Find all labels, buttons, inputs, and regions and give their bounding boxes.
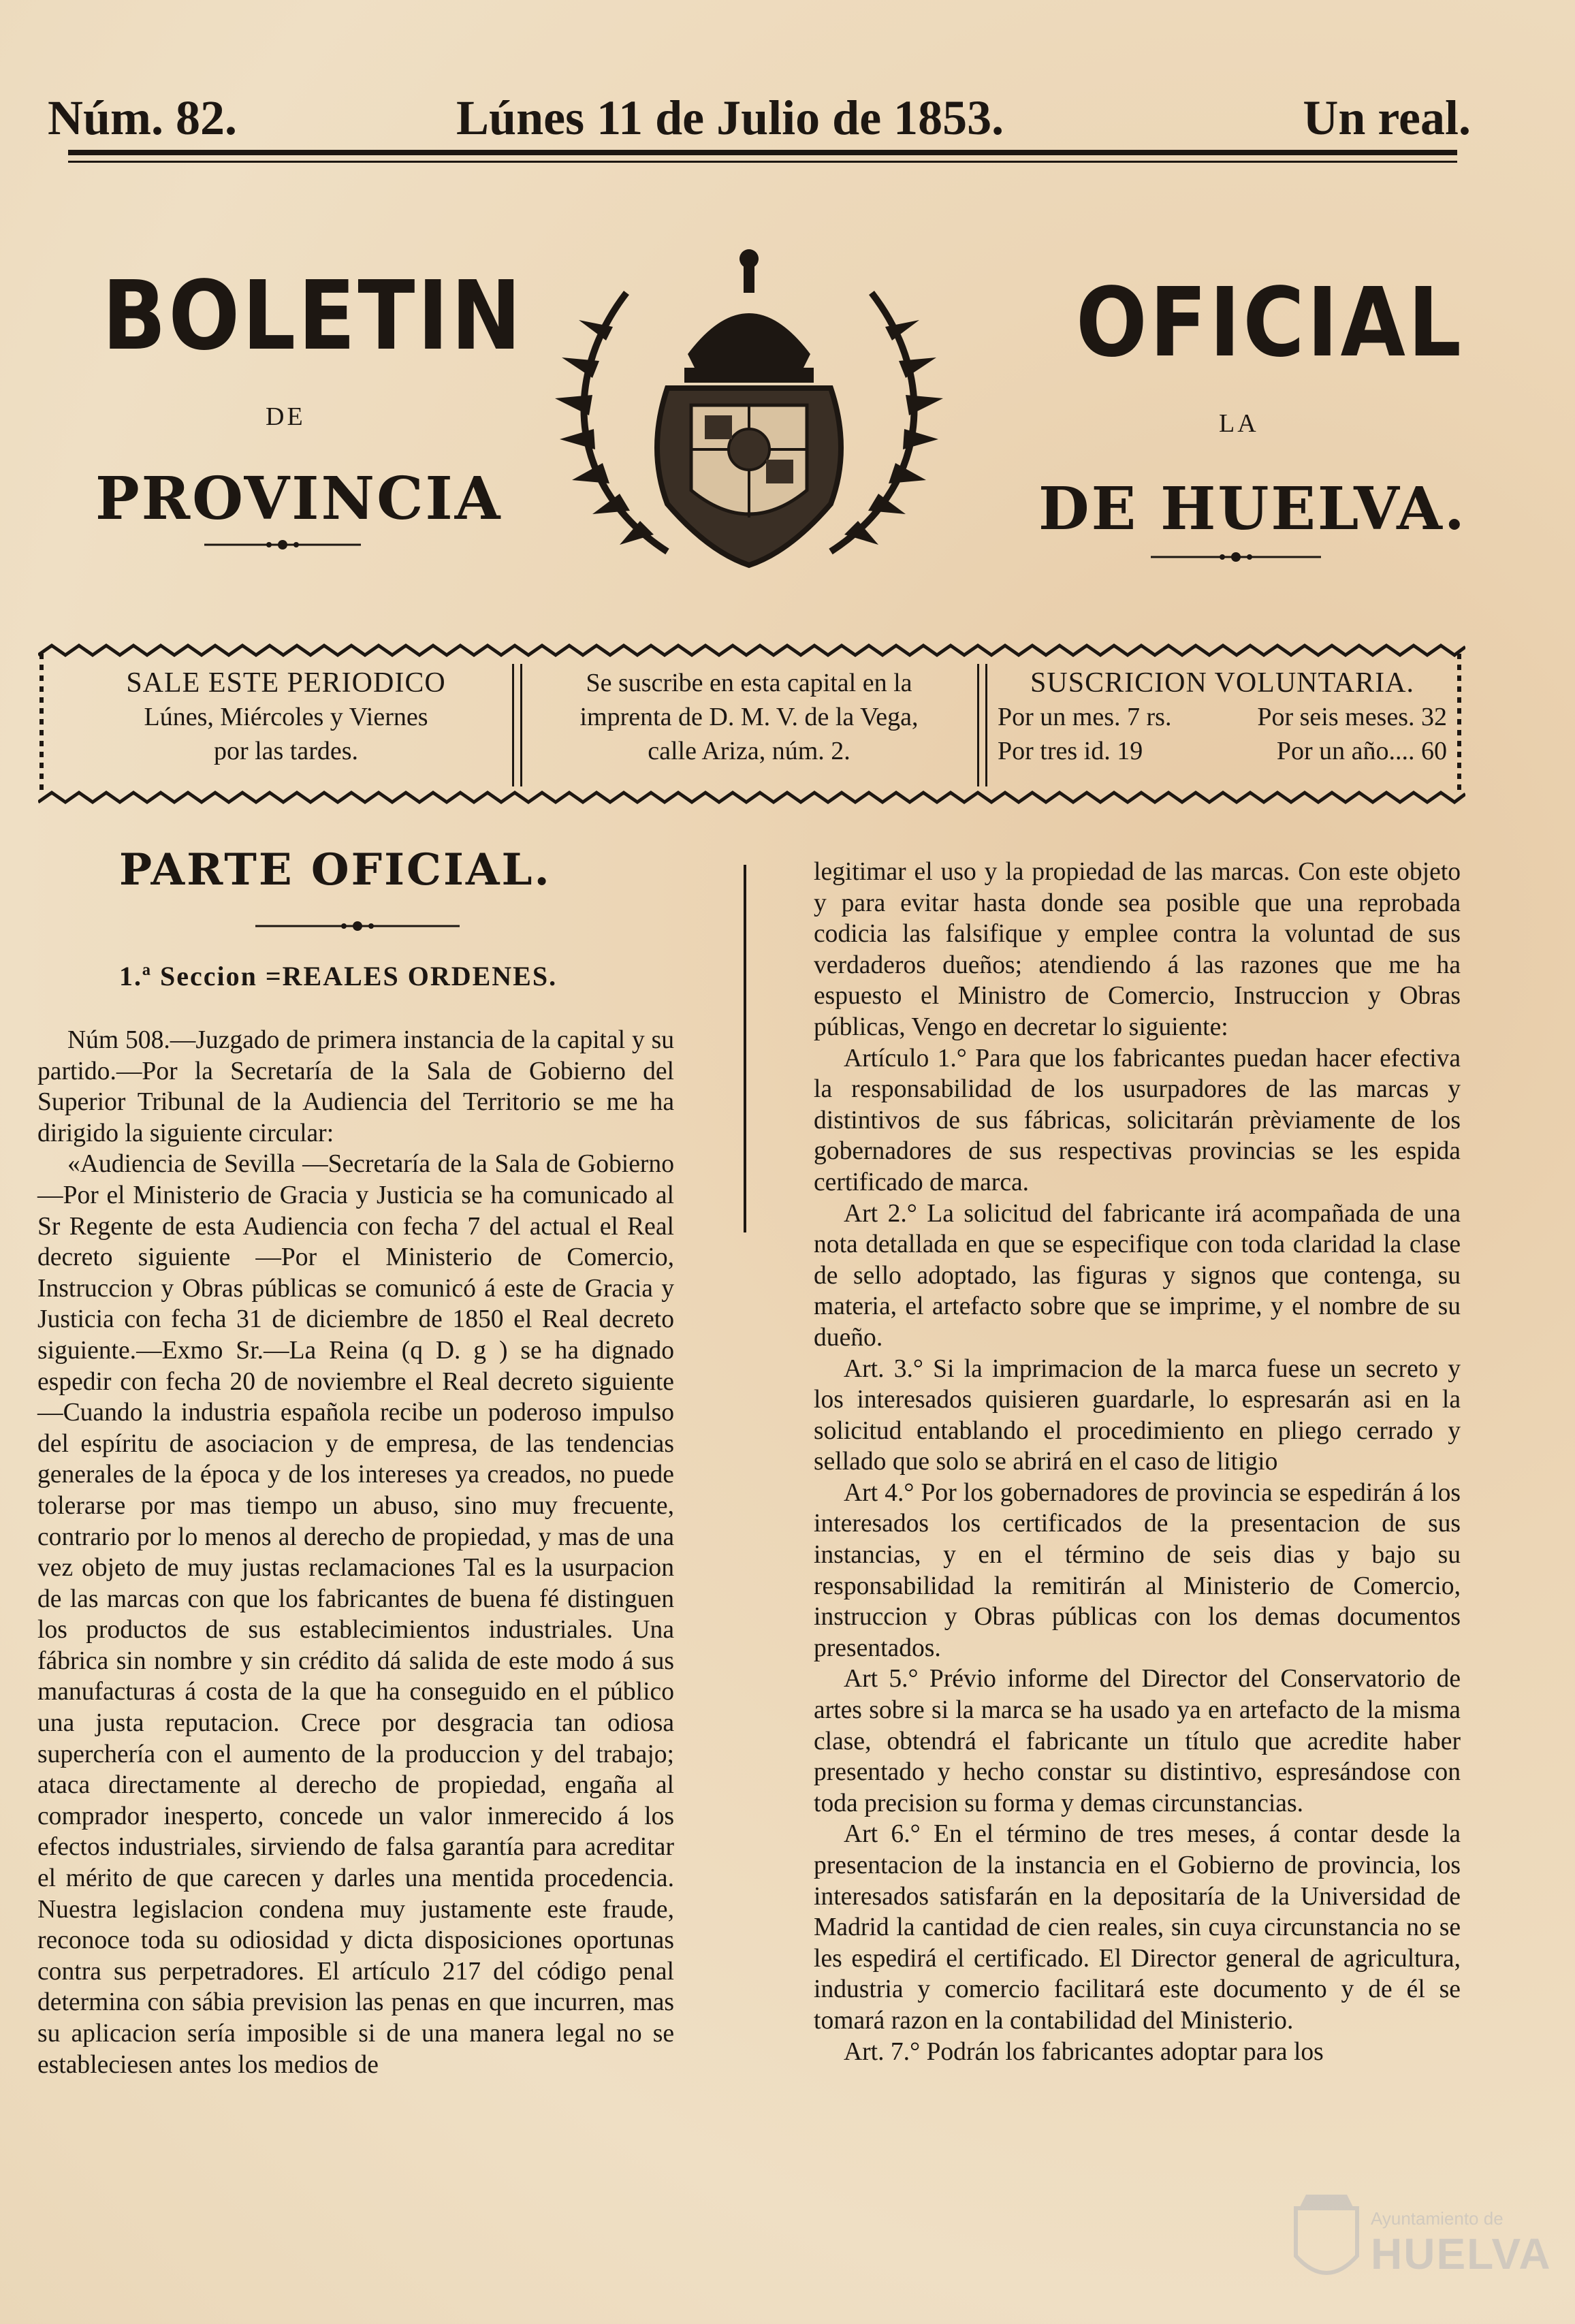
box-bottom-border	[38, 790, 1465, 805]
article-7: Art. 7.° Podrán los fabricantes adoptar para los	[844, 2037, 1324, 2066]
info-box-col2-line3: calle Ariza, núm. 2.	[648, 737, 850, 765]
info-box-col3-row	[991, 700, 1454, 734]
info-box-col2-line1: Se suscribe en esta capital en la	[586, 669, 912, 697]
top-rule-thick	[68, 150, 1457, 155]
article-4: Art 4.° Por los gobernadores de provincia se espedirán á los interesados los certificados de la presentacion de sus instancias, y en el término de seis dias y bajo su responsabilidad la remitirán al Ministerio de Comercio, instruccion y Obras públicas con los demas documentos presentados.	[814, 1478, 1461, 1662]
info-box-col1-line3: por las tardes.	[213, 737, 359, 765]
info-box-col2	[528, 666, 970, 768]
article-1: Artículo 1.° Para que los fabricantes puedan hacer efectiva la responsabilidad de los usurpadores de las marcas y distintivos de sus fábricas, solicitarán prèviamente de los gobernadores de sus respectivas provincias se les espida certificado de marca.	[814, 1044, 1461, 1196]
masthead-oficial: OFICIAL	[1076, 268, 1464, 379]
price-year: Por un año.... 60	[1276, 737, 1447, 765]
top-rule-thin	[68, 161, 1457, 163]
info-box-col3-row	[991, 734, 1454, 768]
issue-date: Lúnes 11 de Julio de 1853.	[456, 91, 1004, 145]
issue-line	[48, 87, 1471, 148]
masthead-boletin: BOLETIN	[102, 261, 524, 372]
paragraph: Núm 508.—Juzgado de primera instancia de la capital y su partido.—Por la Secretaría de la Sala de Gobierno del Superior Tribunal de la Audiencia del Territorio se me ha dirigido la siguiente circular:	[37, 1026, 674, 1147]
price-three-months: Por tres id. 19	[998, 737, 1143, 765]
issue-number: Núm. 82.	[48, 91, 238, 145]
info-box-col3	[991, 666, 1454, 768]
section-ornament-icon	[255, 919, 460, 933]
watermark	[1289, 2181, 1552, 2297]
paragraph: «Audiencia de Sevilla —Secretaría de la Sala de Gobierno —Por el Ministerio de Gracia y Justicia se ha comunicado al Sr Regente de esta Audiencia con fecha 7 del actual el Real decreto siguiente —Por el Ministerio de Comercio, Instruccion y Obras públicas se comunicó á este de Gracia y Justicia con fecha 31 de diciembre de 1850 el Real decreto siguiente.—Exmo Sr.—La Reina (q D. g ) se ha dignado espedir con fecha 20 de noviembre el Real decreto siguiente —Cuando la industria española recibe un poderoso impulso del espíritu de asociacion y de empresa, de las tendencias generales de la época y de los intereses ya creados, no puede tolerarse por mas tiempo un abuso, sino muy frecuente, contrario por lo menos al derecho de propiedad, y mas de una vez objeto de muy justas reclamaciones Tal es la usurpacion de las marcas con que los fabricantes de buena fé distinguen los productos de sus establecimientos industriales. Una fábrica sin nombre y sin crédito dá salida de este modo á sus manufacturas á costa de la que ha conseguido en el público una justa reputacion. Crece por desgracia tan odiosa superchería con el aumento de la produccion y del trabajo; ataca directamente al derecho de propiedad, engaña al comprador inesperto, concede un valor inmerecido á los efectos industriales, sirviendo de falsa garantía para acreditar el mérito de que carecen y darles una mentida procedencia. Nuestra legislacion condena muy justamente este fraude, reconoce toda su odiosidad y dicta disposiciones oportunas contra sus perpetradores. El artículo 217 del código penal determina con sábia prevision las penas en que incurren, mas su aplicacion sería imposible si de una manera legal no se estableciesen antes los medios de	[37, 1150, 674, 2079]
box-right-border	[1457, 654, 1461, 790]
info-box-col1-line2: Lúnes, Miércoles y Viernes	[144, 703, 428, 731]
masthead-de-huelva: DE HUELVA.	[1038, 475, 1467, 543]
masthead-provincia: PROVINCIA	[95, 464, 503, 533]
section-title: PARTE OFICIAL.	[119, 844, 552, 895]
info-box-divider	[977, 664, 979, 786]
info-box-divider	[985, 664, 987, 786]
box-left-border	[39, 654, 44, 790]
article-2: Art 2.° La solicitud del fabricante irá acompañada de una nota detallada en que se especifique con toda claridad la clase de sello adoptado, las figuras y signos que contenga, su materia, el artefacto sobre que se imprime, y el nombre de su dueño.	[814, 1199, 1461, 1352]
article-6: Art 6.° En el término de tres meses, á contar desde la presentacion de la instancia en el Gobierno de provincia, los interesados satisfarán en la depositaría de la Universidad de Madrid la cantidad de cien reales, sin cuya circunstancia no se les espedirá el certificado. El Director general de agricultura, industria y comercio facilitará este documento y de él se tomará razon en la contabilidad del Ministerio.	[814, 1820, 1461, 2035]
ornament-left-icon	[204, 538, 361, 552]
right-column	[814, 857, 1461, 2067]
issue-price: Un real.	[1303, 91, 1471, 145]
watermark-line2: HUELVA	[1371, 2229, 1552, 2278]
city-shield-icon	[1289, 2188, 1364, 2290]
price-month: Por un mes. 7 rs.	[998, 703, 1172, 731]
section-subtitle: 1.ª Seccion =REALES ORDENES.	[119, 961, 558, 991]
box-top-border	[38, 643, 1465, 658]
column-divider	[744, 865, 746, 1232]
left-column	[37, 1025, 674, 2080]
watermark-line1: Ayuntamiento de	[1371, 2208, 1504, 2229]
coat-of-arms-icon	[531, 232, 967, 599]
info-box-col1	[54, 666, 518, 768]
info-box-divider	[520, 664, 522, 786]
info-box-col3-title: SUSCRICION VOLUNTARIA.	[1030, 667, 1414, 699]
paragraph: legitimar el uso y la propiedad de las marcas. Con este objeto y para evitar hasta donde sea posible que una reprobada codicia las falsifique y emplee contra la voluntad de sus verdaderos dueños; atendiendo á las razones que me ha espuesto el Ministro de Comercio, Instruccion y Obras públicas, Vengo en decretar lo siguiente:	[814, 858, 1461, 1041]
article-3: Art. 3.° Si la imprimacion de la marca fuese un secreto y los interesados quisieren guardarle, lo espresarán asi en la solicitud entablando el procedimiento en pliego cerrado y sellado que solo se abrirá en el caso de litigio	[814, 1354, 1461, 1476]
info-box-col2-line2: imprenta de D. M. V. de la Vega,	[579, 703, 919, 731]
masthead-de: DE	[266, 402, 306, 431]
info-box-col1-line1: SALE ESTE PERIODICO	[126, 667, 446, 699]
price-six-months: Por seis meses. 32	[1257, 703, 1447, 731]
masthead-la: LA	[1219, 409, 1259, 438]
ornament-right-icon	[1151, 550, 1321, 564]
article-5: Art 5.° Prévio informe del Director del Conservatorio de artes sobre si la marca se ha usado ya en artefacto de la misma clase, obtendrá el fabricante un título que acredite haber presentado y hecho constar su distintivo, espresándose con toda precision su forma y demas circunstancias.	[814, 1665, 1461, 1817]
info-box-divider	[512, 664, 514, 786]
